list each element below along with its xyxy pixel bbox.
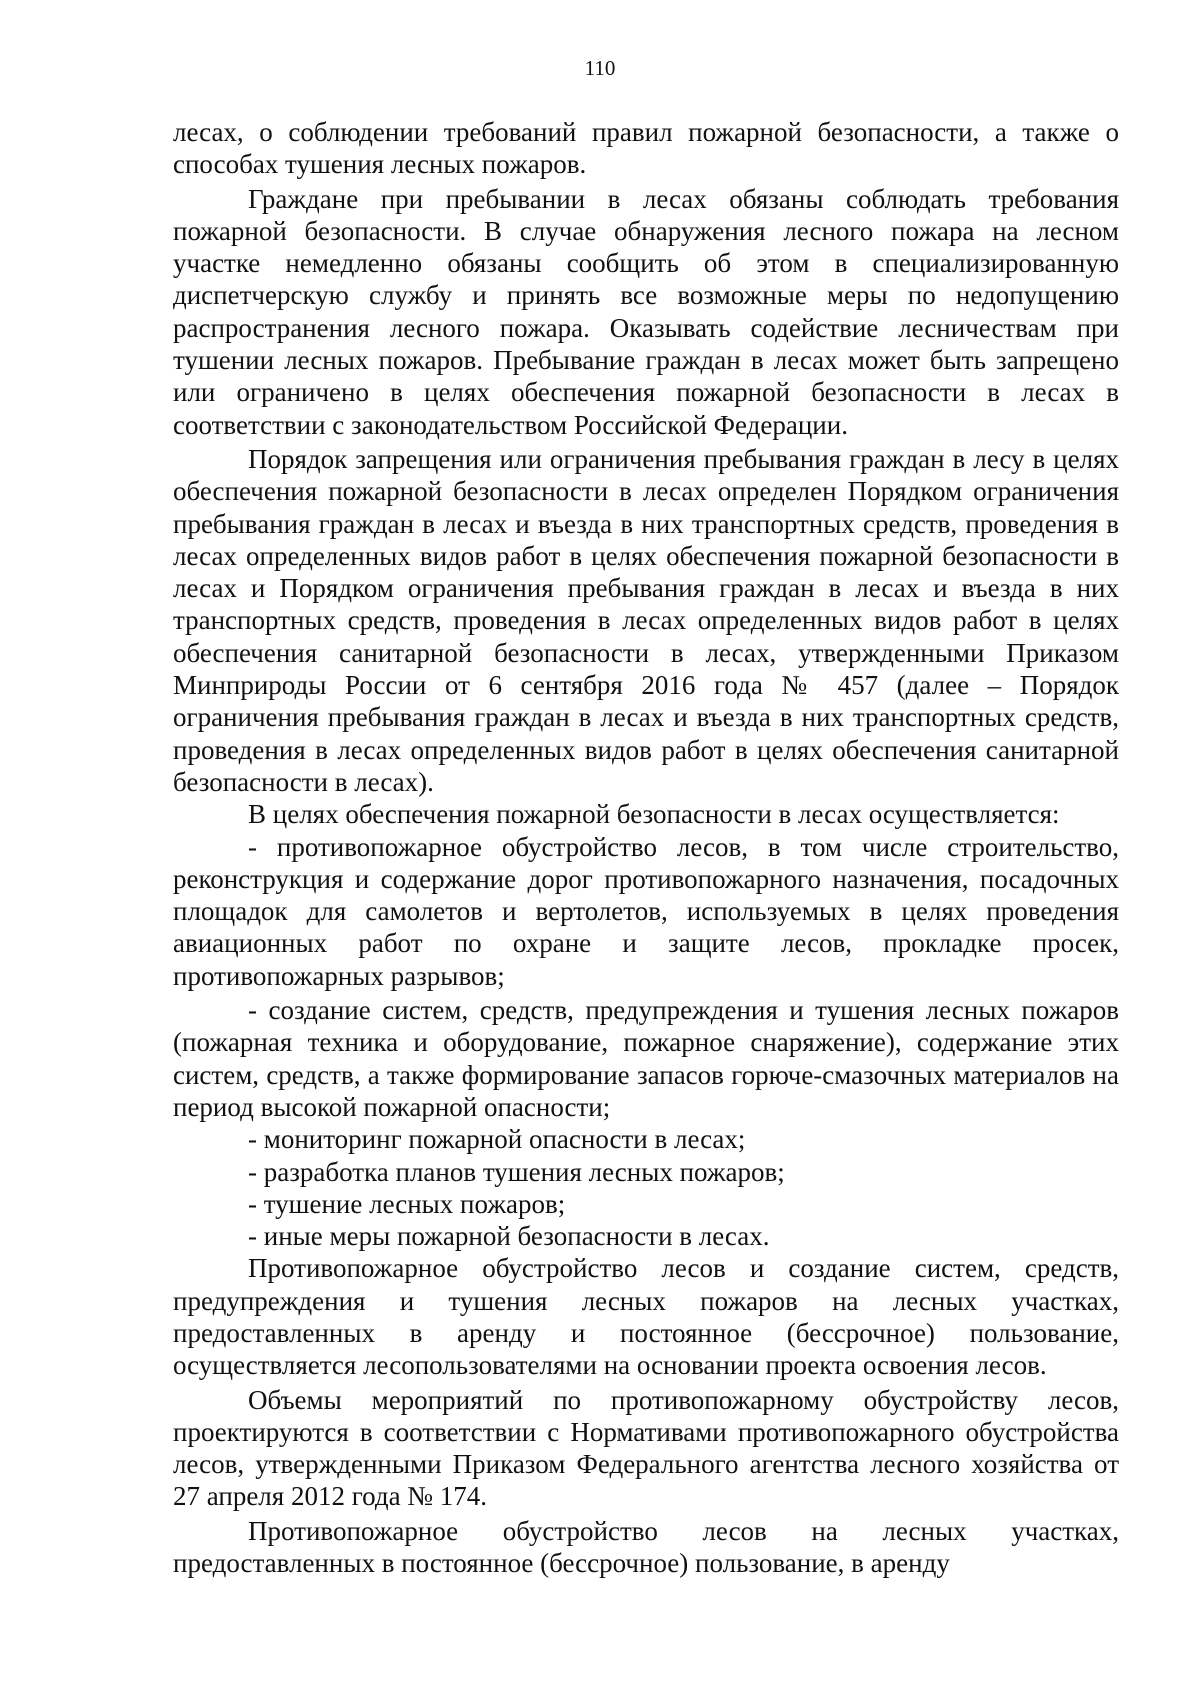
list-item-monitoring: - мониторинг пожарной опасности в лесах;	[248, 1124, 746, 1155]
paragraph-continuation: лесах, о соблюдении требований правил пожарной безопасности, а также о способах тушения лесных пожаров.	[173, 117, 1119, 180]
paragraph-leaseholders: Противопожарное обустройство лесов и создание систем, средств, предупреждения и тушения лесных пожаров на лесных участках, предоставленных в аренду и постоянное (бессрочное) пользование, осуществляется лесопользователями на основании проекта освоения лесов.	[173, 1253, 1119, 1381]
list-item-planning: - разработка планов тушения лесных пожаров;	[248, 1156, 785, 1187]
paragraph-fire-arrangement: Противопожарное обустройство лесов на лесных участках, предоставленных в постоянное (бессрочное) пользование, в аренду	[173, 1515, 1119, 1579]
paragraph-measures-intro: В целях обеспечения пожарной безопасности в лесах осуществляется:	[248, 799, 1060, 830]
list-item-fire-systems: - создание систем, средств, предупреждения и тушения лесных пожаров (пожарная техника и оборудование, пожарное снаряжение), содержание этих систем, средств, а также формирование запасов горюче-смазочных материалов на период высокой пожарной опасности;	[173, 995, 1119, 1122]
paragraph-volumes: Объемы мероприятий по противопожарному обустройству лесов, проектируются в соответствии с Нормативами противопожарного обустройства лесов, утвержденными Приказом Федерального агентства лесного хозяйства от 27 апреля 2012 года № 174.	[173, 1384, 1119, 1512]
paragraph-restriction-order: Порядок запрещения или ограничения пребывания граждан в лесу в целях обеспечения пожарной безопасности в лесах определен Порядком ограничения пребывания граждан в лесах и въезда в них транспортных средств, проведения в лесах определенных видов работ в целях обеспечения пожарной безопасности в лесах и Порядком ограничения пребывания граждан в лесах и въезда в них транспортных средств, проведения в лесах определенных видов работ в целях обеспечения санитарной безопасности в лесах, утвержденными Приказом Минприроды России от 6 сентября 2016 года № 457 (далее – Порядок ограничения пребывания граждан в лесах и въезда в них транспортных средств, проведения в лесах определенных видов работ в целях обеспечения санитарной безопасности в лесах).	[173, 443, 1119, 797]
page-number: 110	[584, 56, 616, 80]
list-item-fire-infrastructure: - противопожарное обустройство лесов, в том числе строительство, реконструкция и содержание дорог противопожарного назначения, посадочных площадок для самолетов и вертолетов, используемых в целях проведения авиационных работ по охране и защите лесов, прокладке просек, противопожарных разрывов;	[173, 831, 1119, 991]
list-item-other-measures: - иные меры пожарной безопасности в лесах.	[248, 1221, 770, 1252]
list-item-extinguishing: - тушение лесных пожаров;	[248, 1188, 566, 1219]
paragraph-citizens-obligations: Граждане при пребывании в лесах обязаны соблюдать требования пожарной безопасности. В случае обнаружения лесного пожара на лесном участке немедленно обязаны сообщить об этом в специализированную диспетчерскую службу и принять все возможные меры по недопущению распространения лесного пожара. Оказывать содействие лесничествам при тушении лесных пожаров. Пребывание граждан в лесах может быть запрещено или ограничено в целях обеспечения пожарной безопасности в лесах в соответствии с законодательством Российской Федерации.	[173, 183, 1119, 440]
document-body	[173, 116, 1119, 1579]
